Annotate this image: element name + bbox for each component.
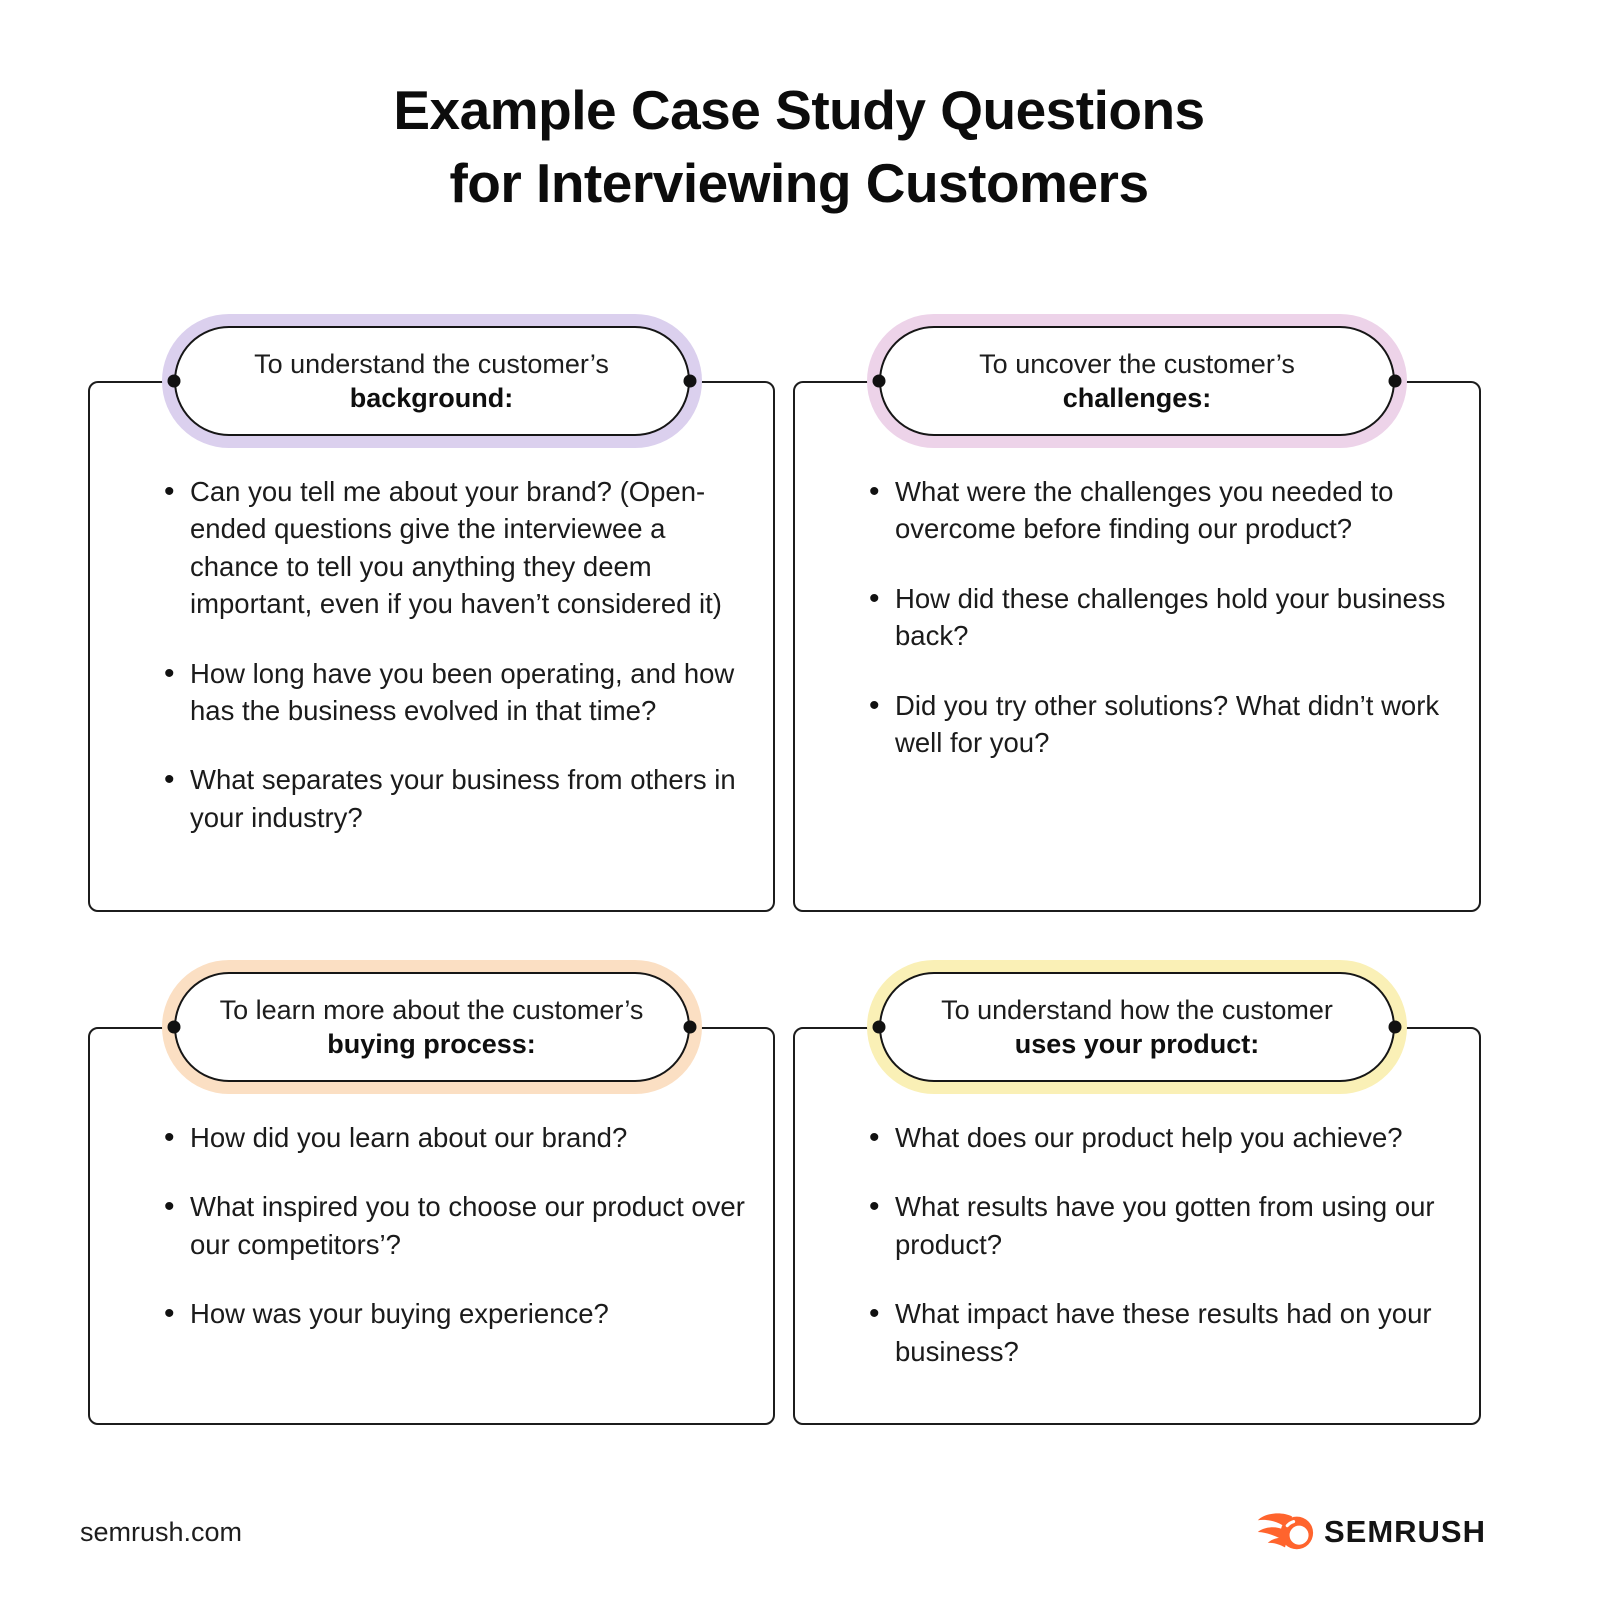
question-item: • Did you try other solutions? What didn’t work well for you? — [867, 687, 1453, 762]
section-header-pill — [867, 960, 1407, 1094]
question-item: • How did these challenges hold your business back? — [867, 580, 1453, 655]
semrush-wordmark: SEMRUSH — [1323, 1514, 1486, 1549]
question-item: • What does our product help you achieve? — [867, 1119, 1453, 1156]
section-header-keyword: background: — [349, 382, 514, 413]
question-item: • How did you learn about our brand? — [162, 1119, 747, 1156]
page-title-line1: Example Case Study Questions — [393, 79, 1205, 141]
question-item: • What were the challenges you needed to overcome before finding our product? — [867, 473, 1453, 548]
connector-dot-left — [167, 375, 180, 388]
question-item: • What inspired you to choose our product over our competitors’? — [162, 1188, 747, 1263]
section-customer-challenges — [793, 348, 1481, 912]
section-header-pill-inner — [879, 326, 1395, 436]
semrush-flame-icon — [1256, 1511, 1314, 1553]
page-title-line2: for Interviewing Customers — [449, 152, 1149, 215]
section-header-pill-inner — [174, 326, 690, 436]
section-header-keyword: buying process: — [327, 1028, 536, 1059]
section-header-pill — [162, 960, 702, 1094]
section-customer-background — [88, 348, 775, 912]
section-header-keyword: uses your product: — [1014, 1028, 1260, 1059]
connector-dot-right — [683, 1021, 696, 1034]
section-header-text: To understand how the customer — [941, 994, 1333, 1025]
section-buying-process — [88, 994, 775, 1425]
connector-dot-right — [683, 375, 696, 388]
question-item: • Can you tell me about your brand? (Open-ended questions give the interviewee a chance to tell you anything they deem important, even if you haven’t considered it) — [162, 473, 747, 623]
connector-dot-left — [873, 375, 886, 388]
section-header-text: To understand the customer’s — [254, 348, 609, 379]
section-header-pill-inner — [879, 972, 1395, 1082]
connector-dot-right — [1389, 1021, 1402, 1034]
section-header-text: To uncover the customer’s — [979, 348, 1295, 379]
connector-dot-left — [873, 1021, 886, 1034]
question-item: • What separates your business from others in your industry? — [162, 761, 747, 836]
connector-dot-right — [1389, 375, 1402, 388]
section-header-keyword: challenges: — [1062, 382, 1212, 413]
website-url: semrush.com — [80, 1516, 243, 1547]
connector-dot-left — [167, 1021, 180, 1034]
section-header-text: To learn more about the customer’s — [219, 994, 644, 1025]
question-list — [88, 381, 775, 836]
section-header-pill-inner — [174, 972, 690, 1082]
semrush-logo — [1256, 1511, 1486, 1553]
section-header-pill — [867, 314, 1407, 448]
section-product-usage — [793, 994, 1481, 1425]
page-title — [0, 74, 1598, 220]
question-item: • How long have you been operating, and how has the business evolved in that time? — [162, 655, 747, 730]
footer — [80, 1496, 1486, 1568]
question-item: • How was your buying experience? — [162, 1295, 747, 1332]
question-item: • What results have you gotten from using our product? — [867, 1188, 1453, 1263]
question-item: • What impact have these results had on your business? — [867, 1295, 1453, 1370]
section-header-pill — [162, 314, 702, 448]
